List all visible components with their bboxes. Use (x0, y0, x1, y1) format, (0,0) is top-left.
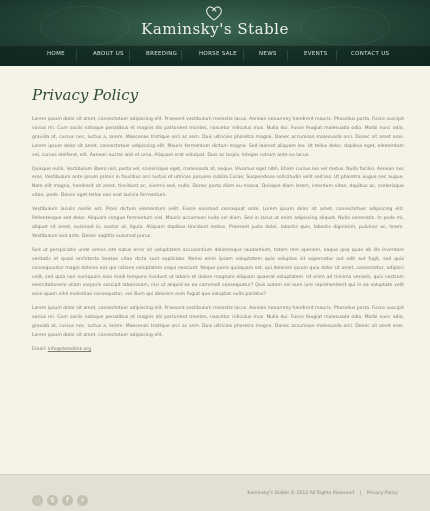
site-footer (0, 474, 430, 511)
email-label: Email: (32, 346, 47, 352)
nav-divider (243, 50, 244, 61)
nav-events[interactable]: EVENTS (304, 51, 328, 57)
main-nav (0, 45, 430, 66)
nav-horse-sale[interactable]: HORSE SALE (199, 51, 237, 57)
nav-divider (129, 50, 130, 61)
google-plus-icon[interactable]: + (77, 495, 88, 506)
skype-icon[interactable]: S (47, 495, 58, 506)
nav-news[interactable]: NEWS (259, 51, 277, 57)
site-logo[interactable]: Kaminsky's Stable (141, 20, 289, 38)
paragraph: Sed ut perspiciatis unde omnis iste natus error sit voluptatem accusantium doloremque laudantium, totam rem aperiam, eaque ipsa quae ab illo inventore veritatis et quasi architecto beatae vitae dicta sunt explicabo. Nemo enim ipsam voluptatem quia voluptas sit aspernatur aut odit aut fugit, sed quia consequuntur magni dolores eos qui ratione voluptatem sequi nesciunt. Neque porro quisquam est, qui dolorem ipsum quia dolor sit amet, consectetur, adipisci velit, sed quia non numquam eius modi tempora incidunt ut labore et dolore magnam aliquam quaerat voluptatem. Ut enim ad minima veniam, quis nostrum exercitationem ullam corporis suscipit laboriosam, nisi ut aliquid ex ea commodi consequatur? Quis autem vel eum iure reprehenderit qui in ea voluptate velit esse quam nihil molestiae consequatur, vel illum qui dolorem eum fugiat quo voluptas nulla pariatur? (32, 247, 404, 298)
rss-icon[interactable]: ◌ (32, 495, 43, 506)
main-content (32, 86, 404, 352)
facebook-icon[interactable]: f (62, 495, 73, 506)
footer-separator: | (359, 491, 362, 496)
nav-divider (181, 50, 182, 61)
copyright (247, 491, 398, 496)
email-link[interactable]: info@demolink.org (47, 346, 92, 352)
site-header (0, 0, 430, 66)
email-line (32, 347, 404, 352)
nav-about-us[interactable]: ABOUT US (93, 51, 124, 57)
privacy-policy-link[interactable]: Privacy Policy (366, 491, 398, 496)
paragraph: Quisque nulla. Vestibulum libero nisl, porta vel, scelerisque eget, malesuada at, neque. Vivamus eget nibh. Etiam cursus leo vel metus. Nulla facilisi. Aenean nec eros. Vestibulum ante ipsum primis in faucibus orci luctus et ultrices posuere cubilia Curae; Suspendisse sollicitudin velit sed leo. Ut pharetra augue nec augue. Nam elit magna, hendrerit sit amet, tincidunt ac, viverra sed, nulla. Donec porta diam eu massa. Quisque diam lorem, interdum vitae, dapibus ac, scelerisque vitae, pede. Donec eget tellus non erat lacinia fermentum. (32, 166, 404, 199)
nav-divider (287, 50, 288, 61)
paragraph: Lorem ipsum dolor sit amet, consectetuer adipiscing elit. Praesent vestibulum molestie lacus. Aenean nonummy hendrerit mauris. Phasellus porta. Fusce suscipit varius mi. Cum sociis natoque penatibus et magnis dis parturient montes, nascetur ridiculus mus. Nulla dui. Fusce feugiat malesuada odio. Morbi nunc odio, gravida at, cursus nec, luctus a, lorem. Maecenas tristique orci ac sem. Duis ultricies pharetra magna. Donec accumsan malesuada orci. Donec sit amet eros. Lorem ipsum dolor sit amet, consectetuer adipiscing elit. Mauris fermentum dictum magna. Sed laoreet aliquam leo. Ut tellus dolor, dapibus eget, elementum vel, cursus eleifend, elit. Aenean auctor wisi et urna. Aliquam erat volutpat. Duis ac turpis. Integer rutrum ante eu lacus. (32, 117, 405, 158)
social-links (32, 487, 92, 506)
nav-divider (76, 50, 77, 61)
page-title: Privacy Policy (32, 86, 139, 104)
nav-divider (336, 50, 337, 61)
paragraph: Lorem ipsum dolor sit amet, consectetuer adipiscing elit. Praesent vestibulum molestie lacus. Aenean nonummy hendrerit mauris. Phasellus porta. Fusce suscipit varius mi. Cum sociis natoque penatibus et magnis dis parturient montes, nascetur ridiculus mus. Nulla dui. Fusce feugiat malesuada odio. Morbi nunc odio, gravida at, cursus nec, luctus a, lorem. Maecenas tristique orci ac sem. Duis ultricies pharetra magna. Donec accumsan malesuada orci. Donec sit amet eros. Lorem ipsum dolor sit amet, consectetuer adipiscing elit. (32, 306, 405, 338)
nav-home[interactable]: HOME (47, 51, 65, 57)
nav-contact-us[interactable]: CONTACT US (351, 51, 390, 57)
copyright-text: Kaminsky's Stable © 2012 All Rights Reserved (247, 491, 355, 496)
nav-breeding[interactable]: BREEDING (146, 51, 178, 57)
paragraph: Vestibulum iaculis mollis est. Proin dictum elementum velit. Fusce euismod consequat ante. Lorem ipsum dolor sit amet, consectetuer adipiscing elit. Pellentesque sed dolor. Aliquam congue fermentum nisl. Mauris accumsan nulla vel diam. Sed in lacus ut enim adipiscing aliquet. Nulla venenatis. In pede mi, aliquet sit amet, euismod in, auctor ut, ligula. Aliquam dapibus tincidunt metus. Praesent justo dolor, lobortis quis, lobortis dignissim, pulvinar ac, lorem. Vestibulum sed ante. Donec sagittis euismod purus. (32, 207, 404, 239)
horse-heart-icon (204, 5, 224, 21)
